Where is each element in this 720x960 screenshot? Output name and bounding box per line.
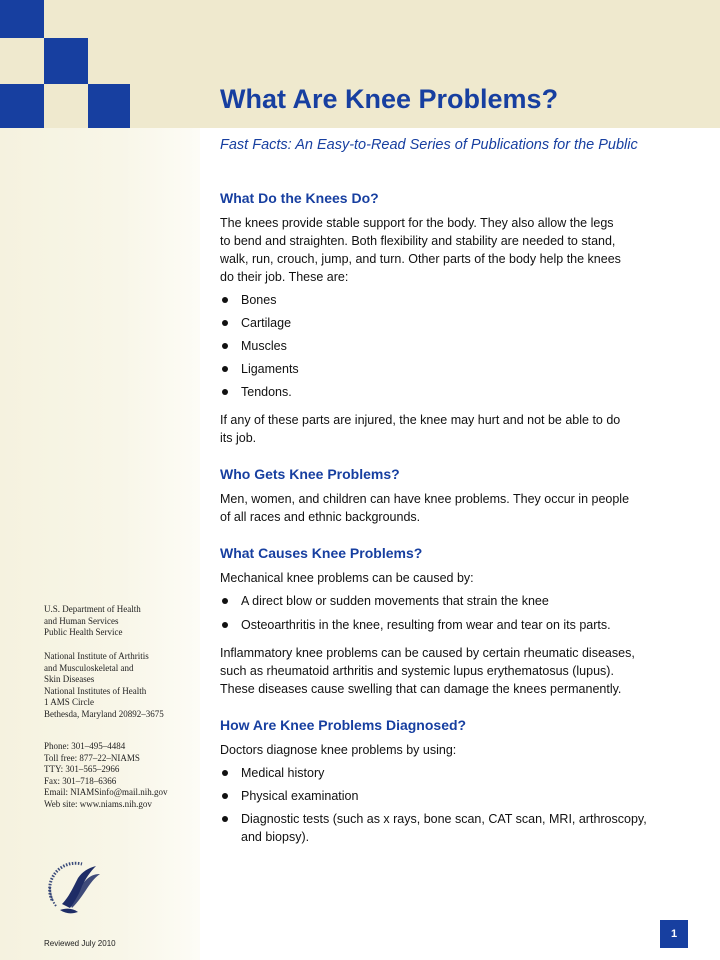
sidebar-line: National Institutes of Health — [44, 685, 147, 696]
paragraph-line: Inflammatory knee problems can be caused by certain rheumatic diseases, — [220, 646, 635, 660]
hhs-eagle-seal-icon — [42, 856, 104, 918]
list-item: A direct blow or sudden movements that strain the knee — [220, 592, 650, 610]
reviewed-date: Reviewed July 2010 — [44, 939, 116, 948]
list-item: Cartilage — [220, 314, 650, 332]
paragraph-line: If any of these parts are injured, the knee may hurt and not be able to do — [220, 413, 621, 427]
paragraph-line: its job. — [220, 431, 257, 445]
sidebar-line: Web site: www.niams.nih.gov — [44, 798, 152, 809]
knee-parts-list — [220, 291, 650, 401]
list-item: Muscles — [220, 337, 650, 355]
list-item: Physical examination — [220, 787, 650, 805]
paragraph-line: Mechanical knee problems can be caused by: — [220, 571, 474, 585]
sidebar-line: Fax: 301–718–6366 — [44, 775, 117, 786]
list-item: Medical history — [220, 764, 650, 782]
sidebar-line: U.S. Department of Health — [44, 604, 141, 614]
paragraph-line: Men, women, and children can have knee problems. They occur in people — [220, 492, 630, 506]
sidebar-line: and Musculoskeletal and — [44, 662, 134, 673]
paragraph-line: do their job. These are: — [220, 270, 349, 284]
section-heading-knees-do: What Do the Knees Do? — [220, 190, 379, 206]
sidebar-line: 1 AMS Circle — [44, 697, 95, 707]
sidebar-line: National Institute of Arthritis — [44, 651, 149, 661]
decor-square — [0, 0, 44, 38]
causes-list — [220, 592, 650, 634]
list-item-line: and biopsy). — [241, 830, 310, 844]
sidebar-institute — [44, 651, 194, 720]
sidebar-contact — [44, 741, 194, 810]
decor-square — [44, 38, 88, 84]
page-number: 1 — [660, 920, 688, 948]
decor-square — [88, 84, 130, 128]
list-item: Bones — [220, 291, 650, 309]
list-item — [220, 810, 650, 846]
list-item: Ligaments — [220, 360, 650, 378]
paragraph-line: The knees provide stable support for the body. They also allow the legs — [220, 216, 614, 230]
paragraph-line: to bend and straighten. Both flexibility and stability are needed to stand, — [220, 234, 616, 248]
diagnosis-list — [220, 764, 650, 846]
sidebar-line: Phone: 301–495–4484 — [44, 741, 126, 751]
sidebar-line: Email: NIAMSinfo@mail.nih.gov — [44, 787, 168, 797]
sidebar-band — [0, 128, 200, 960]
main-content — [220, 190, 650, 846]
sidebar-line: Skin Diseases — [44, 674, 95, 684]
list-item-line: Diagnostic tests (such as x rays, bone scan, CAT scan, MRI, arthroscopy, — [241, 812, 647, 826]
paragraph-line: of all races and ethnic backgrounds. — [220, 510, 421, 524]
list-item: Tendons. — [220, 383, 650, 401]
section-heading-causes: What Causes Knee Problems? — [220, 545, 423, 561]
decor-square — [0, 84, 44, 128]
sidebar-line: Toll free: 877–22–NIAMS — [44, 752, 140, 763]
section-heading-diagnosed: How Are Knee Problems Diagnosed? — [220, 717, 467, 733]
section-heading-who-gets: Who Gets Knee Problems? — [220, 466, 400, 482]
sidebar-dept — [44, 604, 194, 639]
sidebar-line: and Human Services — [44, 615, 119, 626]
sidebar-line: Public Health Service — [44, 627, 123, 637]
page-title: What Are Knee Problems? — [220, 84, 559, 114]
paragraph-line: walk, run, crouch, jump, and turn. Other parts of the body help the knees — [220, 252, 621, 266]
paragraph-line: Doctors diagnose knee problems by using: — [220, 743, 457, 757]
page-subtitle: Fast Facts: An Easy-to-Read Series of Publications for the Public — [220, 137, 638, 153]
list-item: Osteoarthritis in the knee, resulting from wear and tear on its parts. — [220, 616, 650, 634]
paragraph-line: such as rheumatoid arthritis and systemic lupus erythematosus (lupus). — [220, 664, 614, 678]
sidebar-line: TTY: 301–565–2966 — [44, 764, 120, 774]
sidebar-line: Bethesda, Maryland 20892–3675 — [44, 708, 164, 719]
paragraph-line: These diseases cause swelling that can damage the knees permanently. — [220, 682, 622, 696]
